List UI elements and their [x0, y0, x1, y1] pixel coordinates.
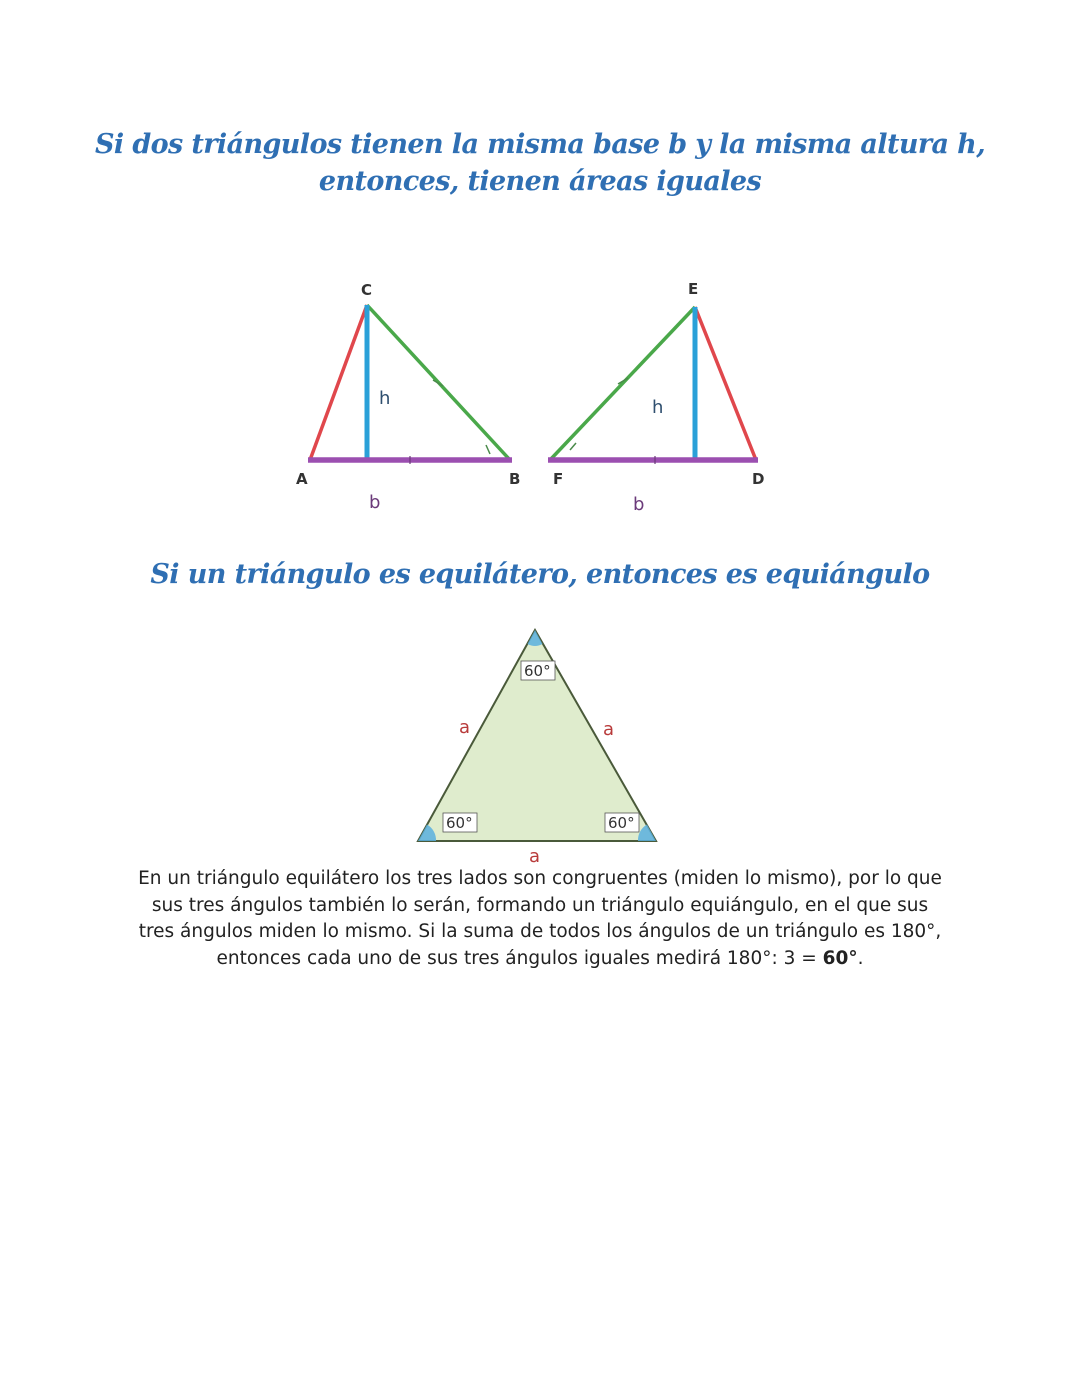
side-fe	[550, 307, 695, 460]
explanation-line-4-suffix: .	[857, 947, 864, 969]
heading-equilateral-text: Si un triángulo es equilátero, entonces es equiángulo	[150, 559, 930, 590]
explanation-paragraph	[120, 866, 960, 972]
side-ac	[310, 305, 367, 460]
equilateral-triangle-figure	[400, 620, 680, 870]
vertex-label-c: C	[361, 281, 373, 299]
angle-label-top: 60°	[524, 662, 551, 680]
heading-equal-areas-line-1: Si dos triángulos tienen la misma base b y la misma altura h,	[94, 129, 986, 160]
angle-label-right: 60°	[608, 814, 635, 832]
equal-area-triangles-figure	[280, 270, 780, 520]
height-label-h: h	[379, 388, 391, 409]
triangle-abc	[296, 281, 520, 513]
base-label-b: b	[633, 494, 645, 515]
height-label-h: h	[652, 397, 664, 418]
explanation-result: 60°	[822, 947, 858, 969]
triangle-fde	[548, 280, 764, 515]
heading-equal-areas	[0, 126, 1080, 200]
side-label-right: a	[603, 719, 615, 740]
explanation-line-2: sus tres ángulos también lo serán, formando un triángulo equiángulo, en el que sus	[151, 894, 929, 916]
vertex-label-a: A	[296, 470, 308, 488]
vertex-label-d: D	[752, 470, 765, 488]
tick-mark	[486, 445, 490, 454]
explanation-line-3: tres ángulos miden lo mismo. Si la suma de todos los ángulos de un triángulo es 180°,	[138, 921, 942, 942]
explanation-line-1: En un triángulo equilátero los tres lados son congruentes (miden lo mismo), por lo que	[138, 868, 942, 889]
heading-equal-areas-line-2: entonces, tienen áreas iguales	[318, 166, 762, 197]
angle-label-left: 60°	[446, 814, 473, 832]
explanation-line-4	[120, 946, 960, 973]
side-label-bottom: a	[529, 846, 541, 867]
side-label-left: a	[459, 717, 471, 738]
explanation-line-4-prefix: entonces cada uno de sus tres ángulos iguales medirá 180°: 3 =	[216, 947, 823, 969]
heading-equilateral	[0, 556, 1080, 593]
vertex-label-b: B	[509, 470, 521, 488]
vertex-label-f: F	[553, 470, 564, 488]
base-label-b: b	[369, 492, 381, 513]
vertex-label-e: E	[688, 280, 699, 298]
tick-mark	[570, 443, 576, 450]
side-ed	[695, 307, 756, 460]
